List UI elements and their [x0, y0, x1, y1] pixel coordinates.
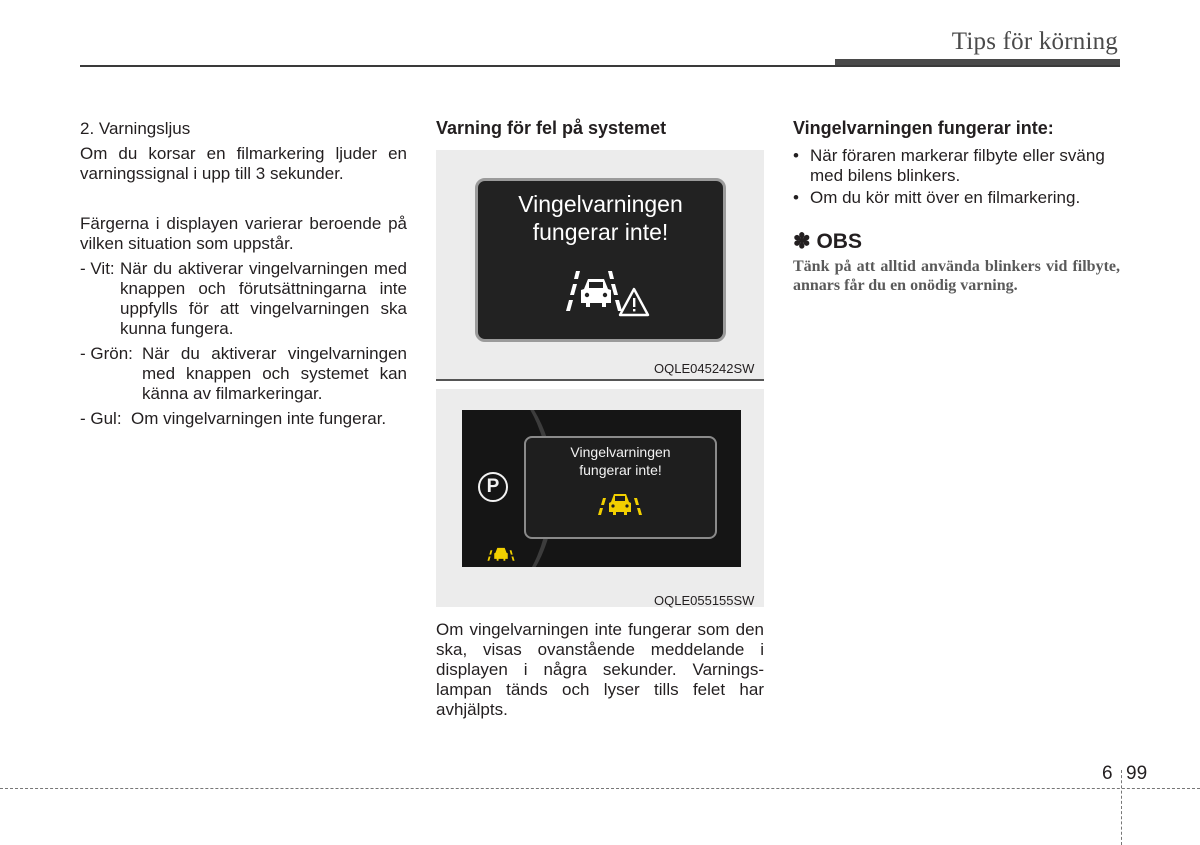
cluster-message: [526, 443, 715, 479]
section-heading: Varning för fel på systemet: [436, 118, 667, 138]
list-label: - Vit:: [80, 259, 115, 278]
list-label: - Gul:: [80, 409, 122, 428]
lane-indicator-icon: [486, 546, 516, 562]
display-screen: [475, 178, 726, 342]
display-message-line: fungerar inte!: [532, 219, 669, 245]
list-text: När du aktiverar vingelvarningen med knappen och systemet kan känna av filmarkeringar.: [142, 344, 407, 403]
paragraph-colors: Färgerna i displayen varierar beroende på vilken situation som uppstår.: [80, 214, 407, 253]
color-list: [80, 259, 407, 429]
list-item-yellow: [80, 409, 407, 429]
bullet-list: [793, 146, 1123, 208]
header-rule: [80, 65, 1120, 67]
note-body: Tänk på att alltid använda blinkers vid filbyte, annars får du en onödig varning.: [793, 258, 1120, 294]
note-asterisk-icon: ✽: [793, 230, 811, 253]
list-text: När du aktiverar vingelvarningen med knappen och förutsättningarna inte uppfylls för att vingelvarningen ska kunna fungera.: [120, 259, 407, 338]
paragraph-malfunction: Om vingelvarningen inte fungerar som den ska, visas ovanstående meddelande i displayen i några sekunder. Varnings-lampan tänds och lyser tills felet har avhjälpts.: [436, 620, 764, 719]
cluster-message-line: Vingelvarningen: [570, 444, 671, 460]
lane-warning-yellow-icon: [596, 491, 644, 517]
item-title: 2. Varningsljus: [80, 119, 191, 138]
cluster-message-line: fungerar inte!: [579, 462, 662, 478]
page-number: 99: [1126, 763, 1148, 784]
section-heading: Vingelvarningen fungerar inte:: [793, 118, 1054, 138]
display-message-line: Vingelvarningen: [518, 191, 683, 217]
instrument-cluster: [462, 410, 741, 567]
footer-divider: [1121, 770, 1122, 845]
list-item: • Om du kör mitt över en filmarkering.: [793, 188, 1123, 208]
list-item: • När föraren markerar filbyte eller sväng med bilens blinkers.: [793, 146, 1123, 186]
section-number: 6: [1102, 763, 1113, 784]
cluster-display: [524, 436, 717, 539]
note-title-text: OBS: [816, 230, 862, 253]
park-indicator: P: [478, 472, 508, 502]
lane-departure-warning-icon: [558, 267, 653, 322]
footer-rule: [0, 788, 1200, 789]
note-title: [793, 229, 862, 254]
list-item-white: [80, 259, 407, 339]
list-label: - Grön:: [80, 344, 133, 363]
paragraph-signal: Om du korsar en filmarkering ljuder en varningssignal i upp till 3 sekunder.: [80, 144, 407, 183]
list-item-green: [80, 344, 407, 404]
running-header: Tips för körning: [951, 28, 1118, 55]
figure-divider: [436, 379, 764, 381]
list-text: Om vingelvarningen inte fungerar.: [131, 409, 387, 428]
display-message: [478, 190, 723, 246]
figure-code: OQLE055155SW: [654, 593, 755, 608]
figure-code: OQLE045242SW: [654, 361, 755, 376]
